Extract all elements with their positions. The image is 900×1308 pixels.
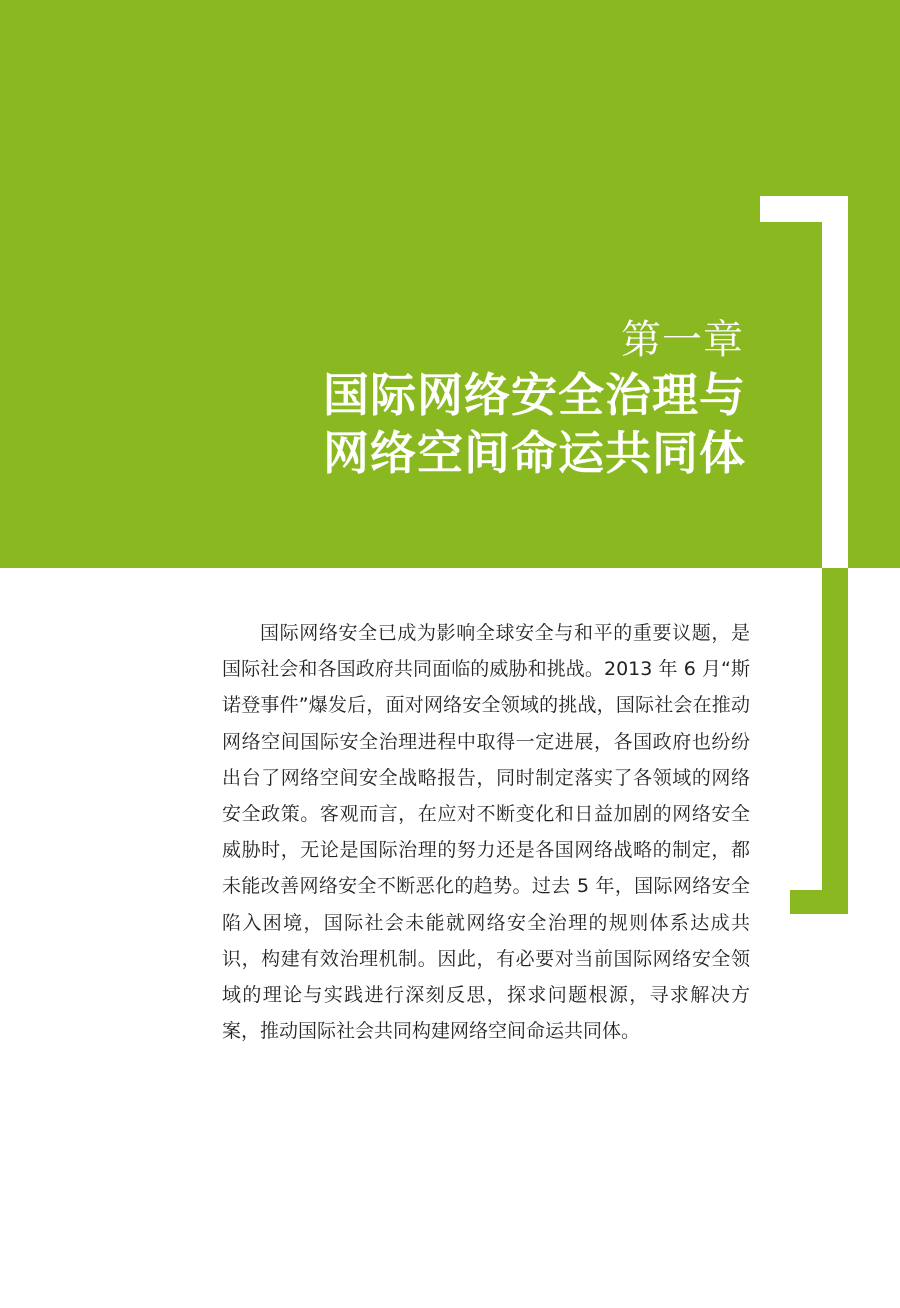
bracket-decoration-bottom xyxy=(790,890,848,914)
bracket-decoration-stem-lower xyxy=(822,568,848,914)
chapter-title xyxy=(323,366,746,482)
chapter-number: 第一章 xyxy=(621,317,744,363)
chapter-title-line-1: 国际网络安全治理与 xyxy=(323,368,746,422)
chapter-header-band xyxy=(0,0,900,568)
body-paragraph: 国际网络安全已成为影响全球安全与和平的重要议题，是国际社会和各国政府共同面临的威胁和挑战。2013 年 6 月“斯诺登事件”爆发后，面对网络安全领域的挑战，国际社会在推动网络空间国际安全治理进程中取得一定进展，各国政府也纷纷出台了网络空间安全战略报告，同时制定落实了各领域的网络安全政策。客观而言，在应对不断变化和日益加剧的网络安全威胁时，无论是国际治理的努力还是各国网络战略的制定，都未能改善网络安全不断恶化的趋势。过去 5 年，国际网络安全陷入困境，国际社会未能就网络安全治理的规则体系达成共识，构建有效治理机制。因此，有必要对当前国际网络安全领域的理论与实践进行深刻反思，探求问题根源，寻求解决方案，推动国际社会共同构建网络空间命运共同体。 xyxy=(222,622,750,1043)
chapter-title-line-2: 网络空间命运共同体 xyxy=(323,426,746,480)
bracket-decoration-stem xyxy=(822,196,848,568)
